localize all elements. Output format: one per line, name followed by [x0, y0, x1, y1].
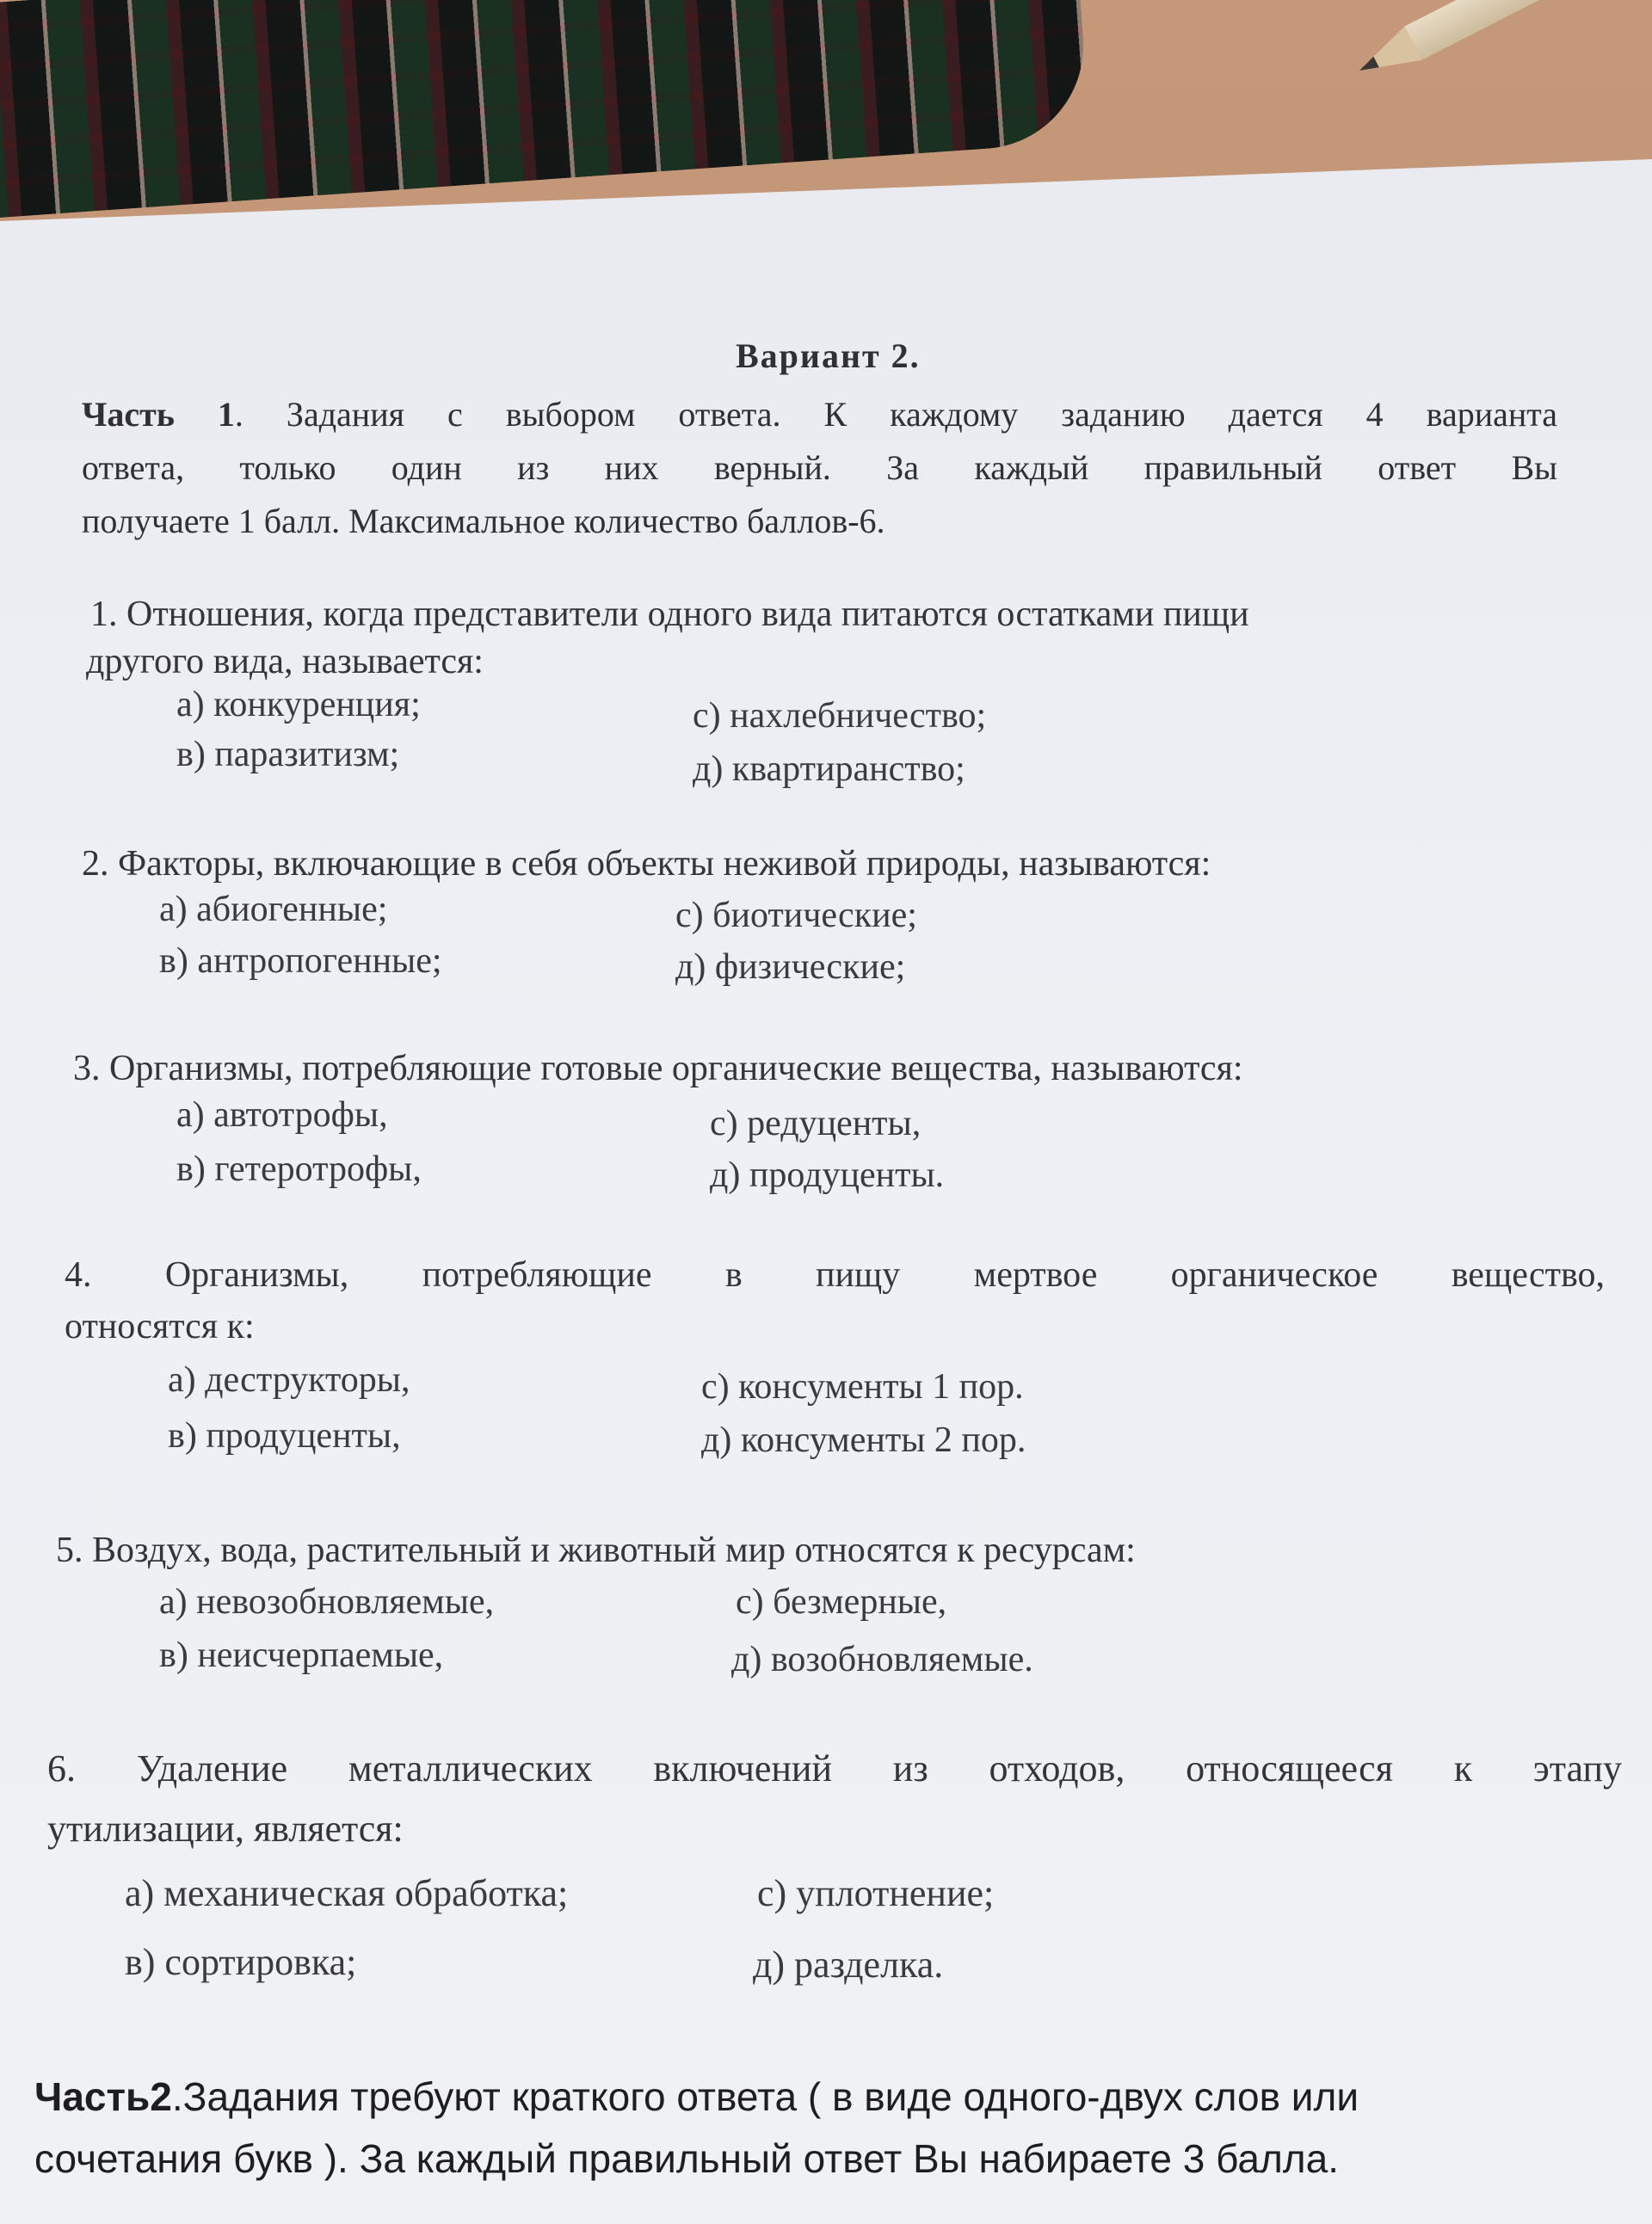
question-6-text-cont: утилизации, является:	[47, 1808, 404, 1850]
question-3-text: 3. Организмы, потребляющие готовые органические вещества, называются:	[73, 1049, 1243, 1088]
q1-option-d: д) квартиранство;	[693, 749, 965, 789]
q5-option-a: а) невозобновляемые,	[159, 1582, 495, 1622]
part2-line-1: Часть2.Задания требуют краткого ответа ( в виде одного-двух слов или	[34, 2074, 1359, 2119]
question-1-text-cont: другого вида, называется:	[86, 642, 484, 681]
q6-option-a: а) механическая обработка;	[125, 1872, 569, 1914]
q6-option-v: в) сортировка;	[125, 1941, 357, 1983]
q3-option-v: в) гетеротрофы,	[176, 1149, 422, 1189]
part1-intro-line-1: Часть 1. Задания с выбором ответа. К каждому заданию дается 4 варианта	[82, 395, 1557, 434]
question-5-text: 5. Воздух, вода, растительный и животный мир относятся к ресурсам:	[56, 1531, 1136, 1570]
question-4-text: 4. Организмы, потребляющие в пищу мертвое органическое вещество,	[65, 1255, 1605, 1295]
q2-option-c: с) биотические;	[675, 896, 917, 935]
q3-option-a: а) автотрофы,	[176, 1095, 388, 1135]
q1-option-v: в) паразитизм;	[176, 735, 400, 774]
q4-option-v: в) продуценты,	[168, 1416, 401, 1456]
q5-option-c: с) безмерные,	[736, 1582, 947, 1622]
part1-intro-line-3: получаете 1 балл. Максимальное количество баллов-6.	[82, 502, 885, 540]
part1-intro-line-2: ответа, только один из них верный. За каждый правильный ответ Вы	[82, 448, 1557, 487]
q3-option-d: д) продуценты.	[710, 1155, 945, 1195]
q4-option-d: д) консументы 2 пор.	[701, 1420, 1026, 1460]
question-1-text: 1. Отношения, когда представители одного вида питаются остатками пищи	[90, 595, 1249, 634]
q4-option-a: а) деструкторы,	[168, 1360, 410, 1400]
question-2-text: 2. Факторы, включающие в себя объекты неживой природы, называются:	[82, 844, 1211, 884]
q2-option-v: в) антропогенные;	[159, 941, 442, 981]
q5-option-v: в) неисчерпаемые,	[159, 1636, 444, 1675]
part2-line-2: сочетания букв ). За каждый правильный ответ Вы набираете 3 балла.	[34, 2136, 1340, 2181]
variant-title: Вариант 2.	[736, 336, 921, 375]
q3-option-c: с) редуценты,	[710, 1104, 922, 1143]
q6-option-c: с) уплотнение;	[757, 1872, 995, 1914]
q5-option-d: д) возобновляемые.	[731, 1640, 1033, 1679]
question-4-text-cont: относятся к:	[65, 1307, 255, 1346]
question-6-text: 6. Удаление металлических включений из отходов, относящееся к этапу	[47, 1747, 1622, 1790]
part1-label: Часть 1	[82, 395, 235, 434]
q2-option-a: а) абиогенные;	[159, 890, 388, 929]
q1-option-a: а) конкуренция;	[176, 685, 421, 724]
q6-option-d: д) разделка.	[753, 1944, 944, 1986]
part2-label: Часть2	[34, 2074, 172, 2119]
q2-option-d: д) физические;	[675, 947, 906, 987]
q1-option-c: с) нахлебничество;	[693, 696, 987, 736]
q4-option-c: с) консументы 1 пор.	[701, 1367, 1024, 1407]
